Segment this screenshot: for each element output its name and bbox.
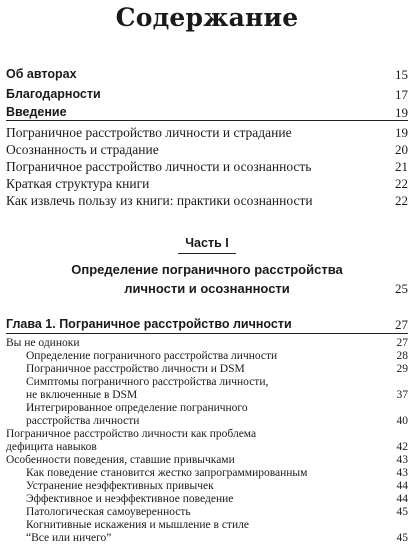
section-rule [6, 120, 408, 121]
page-title: Содержание [115, 3, 299, 32]
entry-text: Осознанность и страдание [6, 142, 159, 157]
entry-page: 43 [396, 467, 408, 479]
toc-entry [0, 389, 414, 402]
entry-page: 28 [396, 350, 408, 362]
entry-text: Как поведение становится жестко запрограммированным [26, 467, 308, 479]
part-label: Часть I [185, 236, 229, 250]
entry-page: 29 [396, 363, 408, 375]
entry-text: Интегрированное определение пограничного [26, 402, 248, 414]
toc-entry [0, 158, 414, 175]
entry-text: Особенности поведения, ставшие привычками [6, 454, 235, 466]
entry-page: 27 [396, 337, 408, 349]
entry-page: 45 [396, 532, 408, 544]
entry-text: Об авторах [6, 67, 77, 81]
toc-entry [0, 519, 414, 532]
toc-chapter-1 [0, 316, 414, 333]
entry-text: Патологическая самоуверенность [26, 506, 191, 518]
toc-entry [0, 363, 414, 376]
toc-entry [0, 480, 414, 493]
toc-entry [0, 454, 414, 467]
toc-entry-acknowledgements [0, 86, 414, 103]
part-title-row [0, 280, 414, 297]
entry-text: Когнитивные искажения и мышление в стиле [26, 519, 249, 531]
chapter-page: 27 [395, 317, 408, 332]
chapter-text: Глава 1. Пограничное расстройство личности [6, 317, 292, 331]
toc-entry [0, 124, 414, 141]
entry-text: Вы не одиноки [6, 337, 80, 349]
entry-text: Симптомы пограничного расстройства личности, [26, 376, 269, 388]
toc-entry [0, 337, 414, 350]
entry-page: 44 [396, 493, 408, 505]
entry-page: 37 [396, 389, 408, 401]
toc-entry [0, 175, 414, 192]
toc-entry [0, 415, 414, 428]
toc-entry [0, 493, 414, 506]
entry-page: 20 [395, 142, 408, 157]
entry-page: 22 [395, 176, 408, 191]
entry-page: 21 [395, 159, 408, 174]
toc-entry [0, 402, 414, 415]
toc-entry-authors [0, 66, 414, 83]
entry-text: Как извлечь пользу из книги: практики осознанности [6, 193, 313, 208]
entry-text: “Все или ничего” [26, 532, 112, 544]
entry-page: 40 [396, 415, 408, 427]
entry-text: Пограничное расстройство личности и осознанность [6, 159, 312, 174]
toc-entry [0, 350, 414, 363]
entry-page: 19 [395, 105, 408, 120]
toc-entry [0, 376, 414, 389]
entry-page: 45 [396, 506, 408, 518]
toc-entry [0, 141, 414, 158]
chapter-rule [6, 333, 408, 334]
entry-page: 44 [396, 480, 408, 492]
entry-text: Пограничное расстройство личности и страдание [6, 125, 292, 140]
entry-page: 22 [395, 193, 408, 208]
part-title-line2: личности и осознанности [124, 281, 290, 296]
entry-text: Пограничное расстройство личности как проблема [6, 428, 257, 440]
entry-page: 17 [395, 87, 408, 102]
entry-page: 15 [395, 67, 408, 82]
toc-entry [0, 428, 414, 441]
entry-page: 19 [395, 125, 408, 140]
entry-text: не включенные в DSM [26, 389, 138, 401]
entry-text: расстройства личности [26, 415, 140, 427]
toc-entry-introduction [0, 104, 414, 121]
entry-text: Введение [6, 105, 67, 119]
entry-text: Краткая структура книги [6, 176, 150, 191]
toc-entry [0, 506, 414, 519]
toc-entry [0, 467, 414, 480]
entry-text: Определение пограничного расстройства личности [26, 350, 278, 362]
part-label-underline [178, 253, 236, 254]
entry-text: Эффективное и неэффективное поведение [26, 493, 234, 505]
entry-page: 42 [396, 441, 408, 453]
toc-entry [0, 532, 414, 545]
toc-entry [0, 192, 414, 209]
part-title-line1: Определение пограничного расстройства [71, 262, 343, 277]
entry-text: Пограничное расстройство личности и DSM [26, 363, 245, 375]
entry-text: Благодарности [6, 87, 101, 101]
entry-text: дефицита навыков [6, 441, 97, 453]
entry-page: 43 [396, 454, 408, 466]
part-page: 25 [395, 281, 408, 296]
entry-text: Устранение неэффективных привычек [26, 480, 214, 492]
toc-entry [0, 441, 414, 454]
